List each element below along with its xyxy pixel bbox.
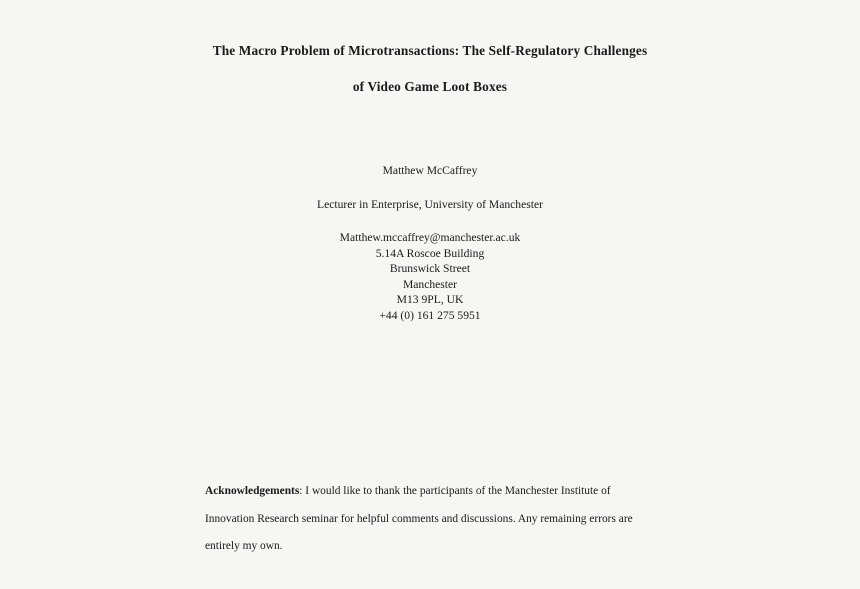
- author-phone: +44 (0) 161 275 5951: [379, 308, 481, 322]
- page-title: [190, 33, 670, 105]
- acknowledgements-section: [205, 478, 660, 561]
- author-name: Matthew McCaffrey: [382, 164, 478, 177]
- title-line-2: of Video Game Loot Boxes: [352, 79, 508, 94]
- title-line-1: The Macro Problem of Microtransactions: The Self-Regulatory Challenges: [212, 43, 648, 58]
- author-affiliation: Lecturer in Enterprise, University of Manchester: [317, 198, 543, 211]
- address-line-building: 5.14A Roscoe Building: [375, 246, 485, 260]
- author-contact-block: [190, 230, 670, 324]
- address-line-city: Manchester: [402, 277, 458, 291]
- address-line-street: Brunswick Street: [389, 262, 471, 276]
- acknowledgements-body: : I would like to thank the participants of the Manchester Institute of Innovation Research seminar for helpful comments and discussions. Any remaining errors are entirely my own.: [205, 485, 633, 552]
- address-line-postcode: M13 9PL, UK: [396, 293, 464, 307]
- acknowledgements-label: Acknowledgements: [205, 485, 300, 497]
- author-email: Matthew.mccaffrey@manchester.ac.uk: [339, 231, 521, 244]
- author-block: [190, 162, 670, 324]
